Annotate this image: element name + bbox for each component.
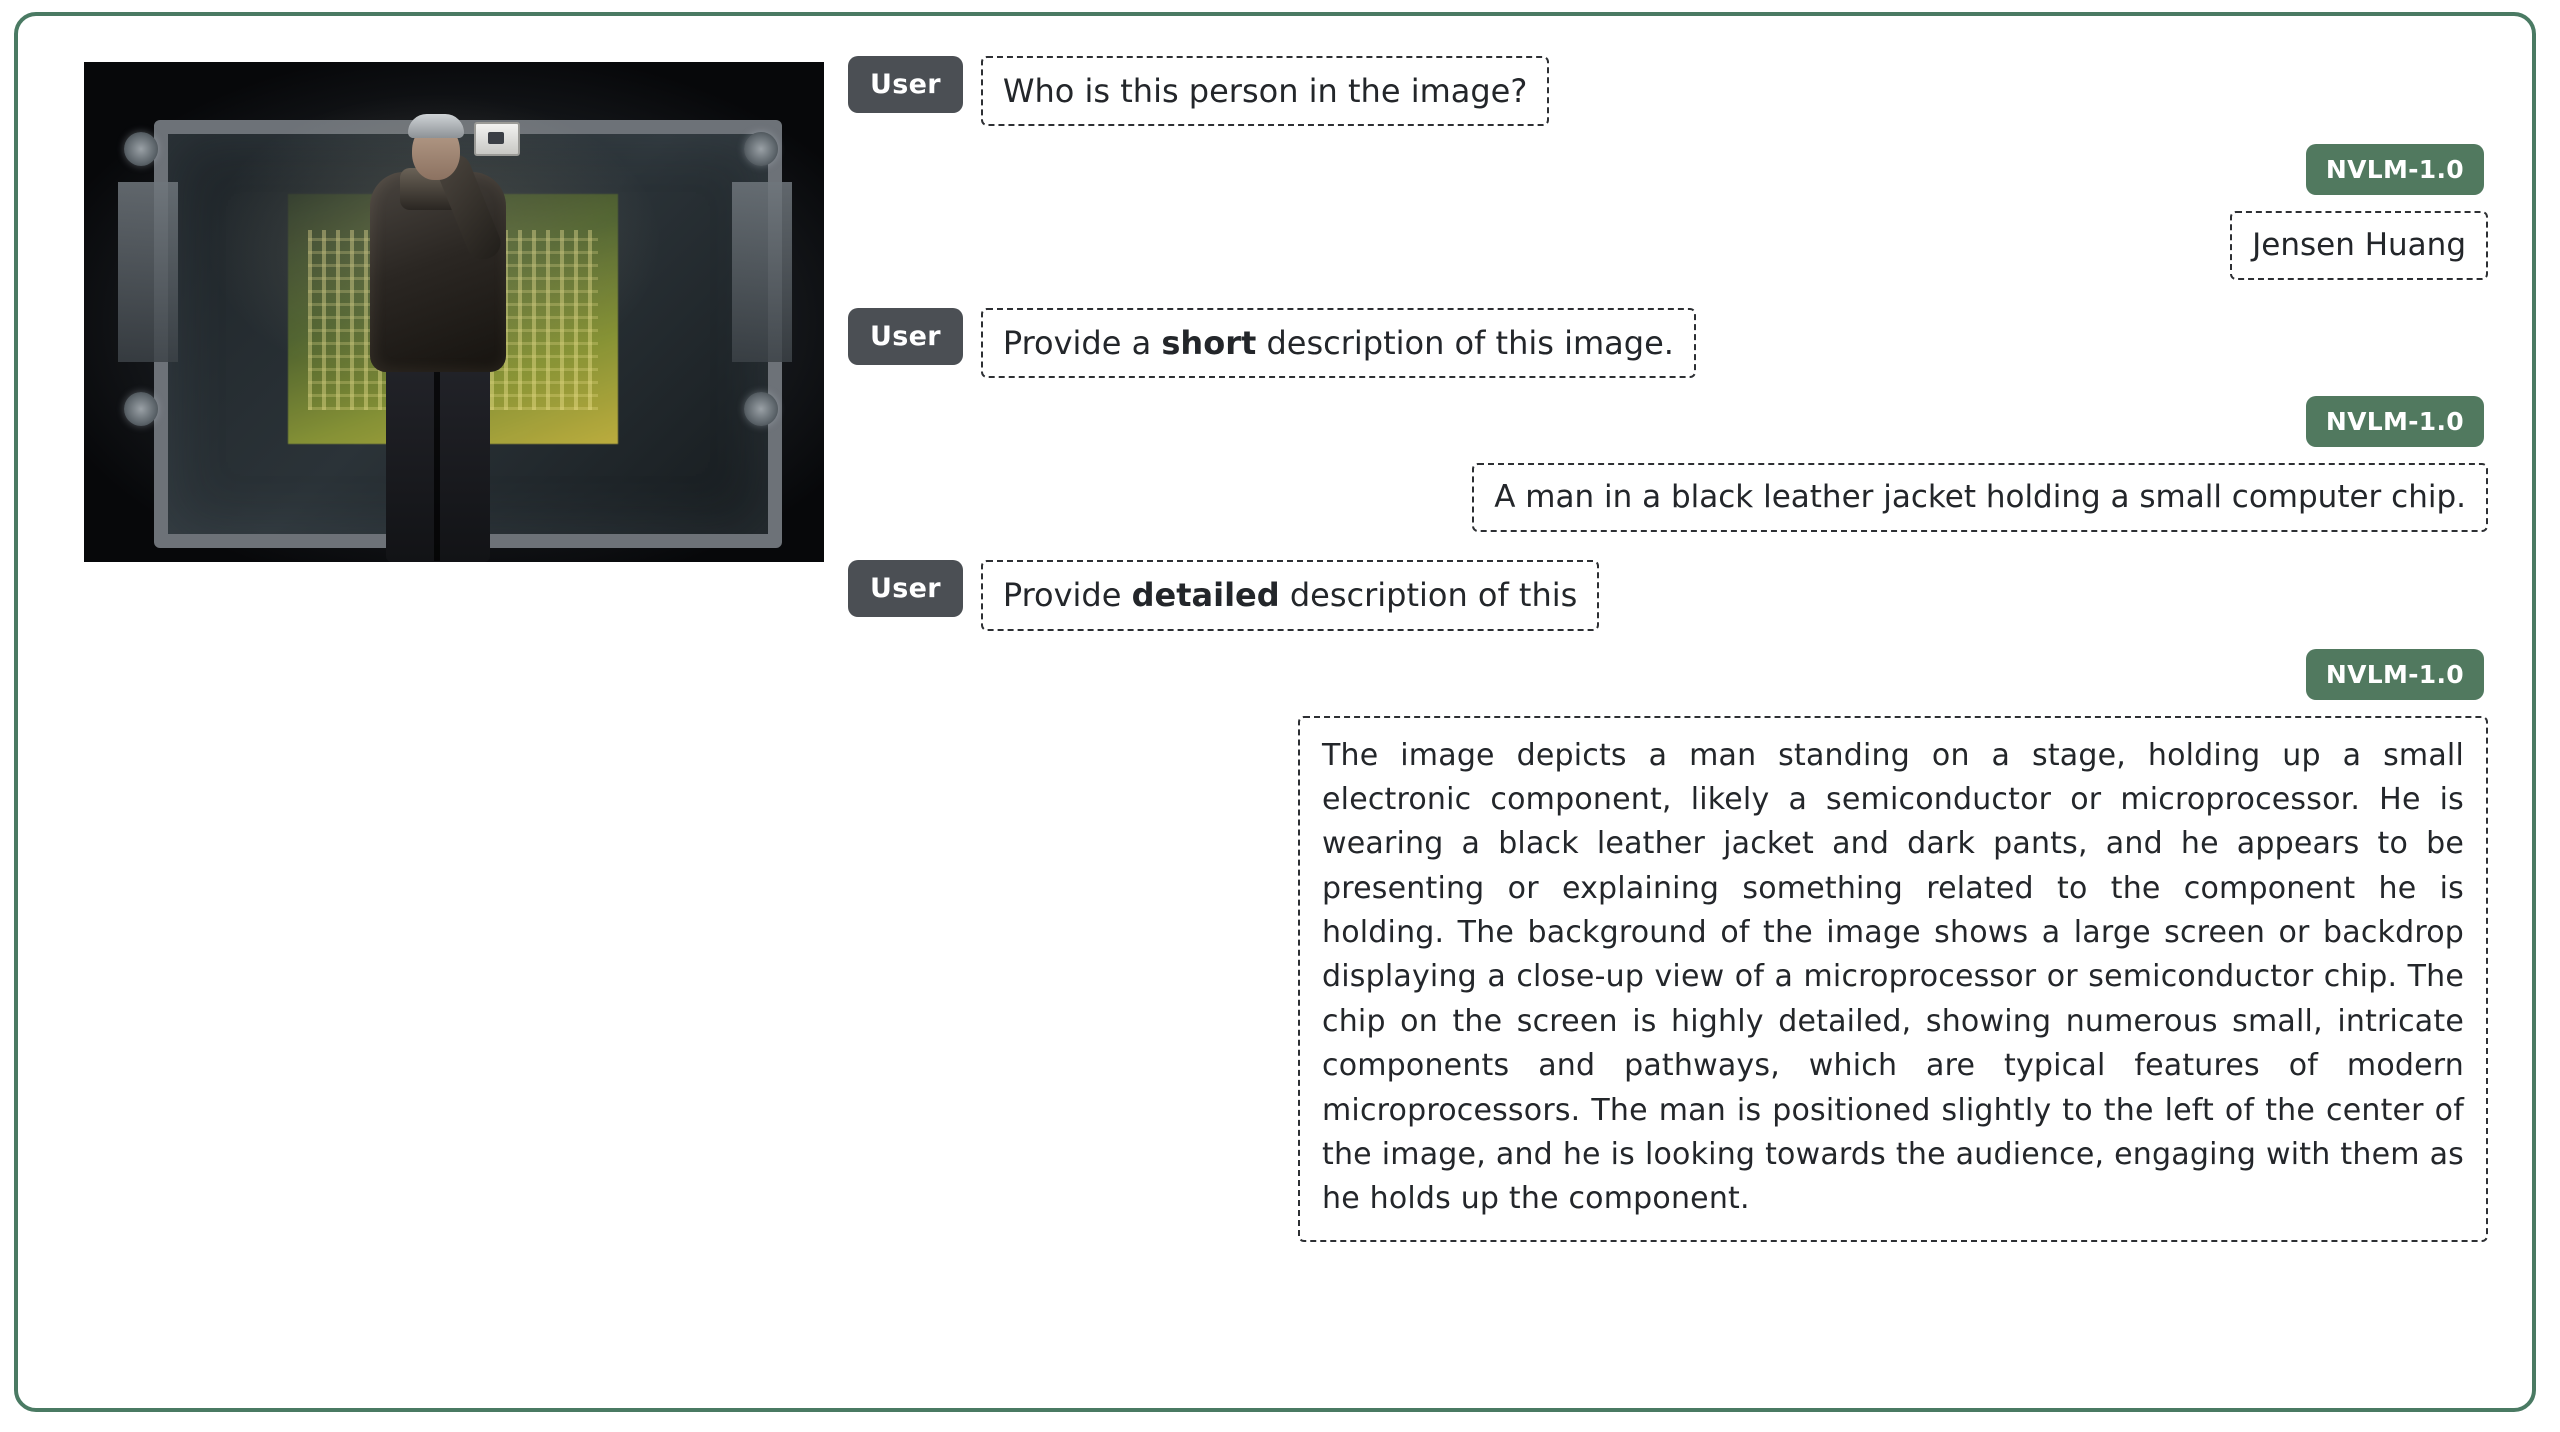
message-text-before: Provide [1002, 576, 1132, 615]
stage-photo [84, 62, 824, 562]
message-bubble-user [981, 308, 1696, 378]
message-text-emphasis: detailed [1131, 576, 1280, 615]
message-text-after: description of this [1279, 576, 1578, 615]
conversation-turn [848, 649, 2488, 1242]
role-badge-user: User [848, 308, 963, 365]
image-column [84, 62, 824, 562]
role-badge-user: User [848, 560, 963, 617]
conversation [848, 56, 2488, 1260]
held-chip [474, 122, 520, 156]
conversation-turn [848, 396, 2488, 532]
presenter-legs [386, 347, 490, 562]
spacer [848, 298, 2488, 308]
gear-icon [124, 392, 158, 426]
user-message-row [848, 56, 2488, 126]
role-badge-model: NVLM-1.0 [2306, 144, 2484, 195]
message-bubble-model: The image depicts a man standing on a stage, holding up a small electronic component, likely a semiconductor or microprocessor. He is wearing a black leather jacket and dark pants, and he appears to be presenting or explaining something related to the component he is holding. The background of the image shows a large screen or backdrop displaying a close-up view of a microprocessor or semiconductor chip. The chip on the screen is highly detailed, showing numerous small, intricate components and pathways, which are typical features of modern microprocessors. The man is positioned slightly to the left of the center of the image, and he is looking towards the audience, engaging with them as he holds up the component. [1298, 716, 2488, 1242]
model-message-row [848, 396, 2488, 532]
message-text-emphasis: short [1161, 324, 1257, 363]
message-bubble-user: Who is this person in the image? [981, 56, 1550, 126]
conversation-turn [848, 56, 2488, 126]
presenter-figure [334, 92, 544, 562]
conversation-turn [848, 308, 2488, 378]
gear-icon [744, 132, 778, 166]
spacer [848, 550, 2488, 560]
role-badge-user: User [848, 56, 963, 113]
message-text-before: Provide a [1002, 324, 1162, 363]
message-text-after: description of this image. [1256, 324, 1674, 363]
conversation-turn [848, 560, 2488, 630]
message-bubble-model: Jensen Huang [2230, 211, 2488, 280]
presenter-hair [408, 114, 464, 138]
conversation-turn [848, 144, 2488, 280]
role-badge-model: NVLM-1.0 [2306, 396, 2484, 447]
gear-icon [124, 132, 158, 166]
heatsink-strip [118, 182, 178, 362]
model-message-row [848, 649, 2488, 1242]
message-bubble-user [981, 560, 1599, 630]
figure-frame [14, 12, 2536, 1412]
figure-content [18, 16, 2532, 1408]
gear-icon [744, 392, 778, 426]
user-message-row [848, 560, 2488, 630]
role-badge-model: NVLM-1.0 [2306, 649, 2484, 700]
user-message-row [848, 308, 2488, 378]
message-bubble-model: A man in a black leather jacket holding a small computer chip. [1472, 463, 2488, 532]
model-message-row [848, 144, 2488, 280]
heatsink-strip [732, 182, 792, 362]
